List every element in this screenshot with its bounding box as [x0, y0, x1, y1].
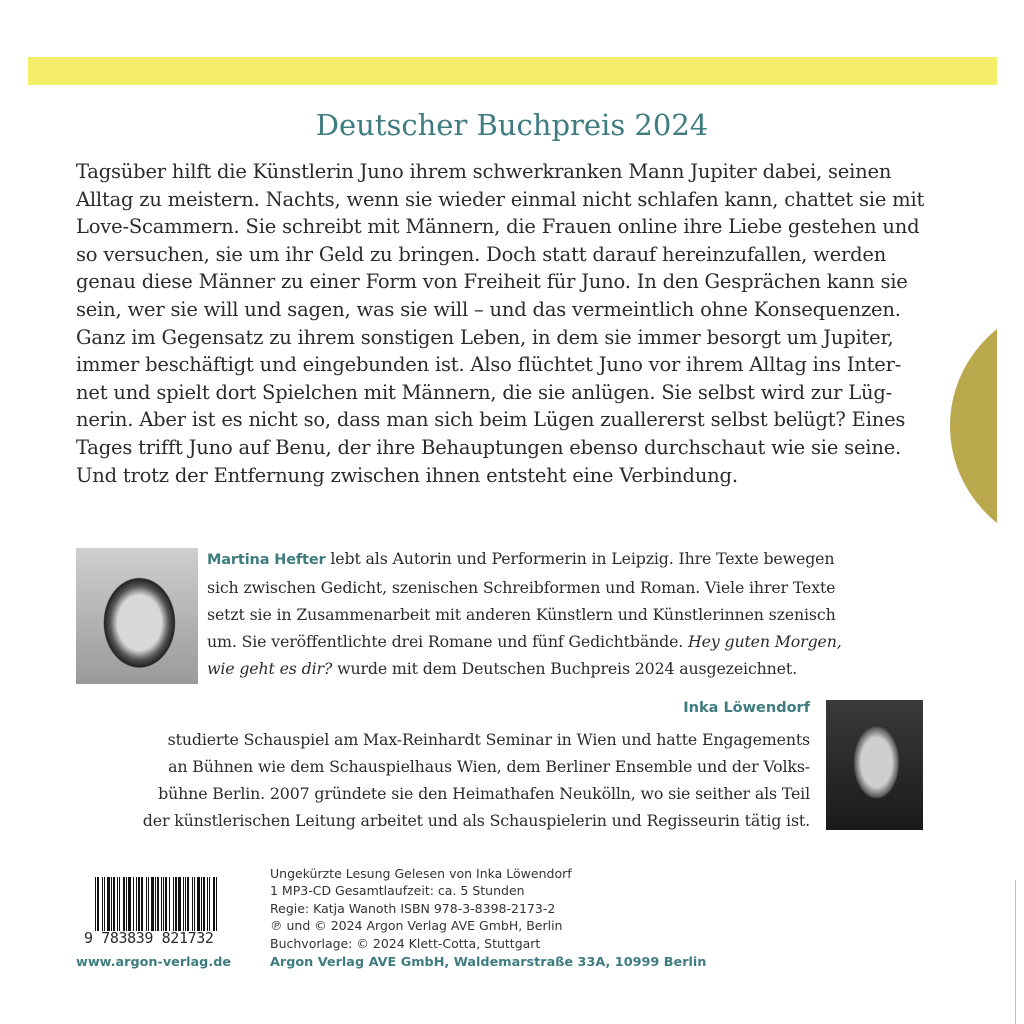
blurb-line: sein, wer sie will und sagen, was sie will – und das vermeintlich ohne Konsequenzen.: [76, 297, 901, 321]
barcode-bar: [138, 877, 140, 931]
barcode-bar: [111, 877, 112, 931]
barcode-digits: 9 783839 821732: [84, 929, 214, 947]
blurb-line: Love-Scammern. Sie schreibt mit Männern, die Frauen online ihre Liebe gestehen und: [76, 215, 920, 239]
narrator-photo: [826, 700, 923, 830]
barcode-bar: [194, 877, 195, 931]
barcode-bar: [192, 877, 193, 931]
bio-line: studierte Schauspiel am Max-Reinhardt Seminar in Wien und hatte Engagements: [167, 730, 810, 749]
blurb-line: Tages trifft Juno auf Benu, der ihre Behauptungen ebenso durchschaut wie sie seine.: [76, 435, 902, 459]
blurb-line: Und trotz der Entfernung zwischen ihnen entsteht eine Verbindung.: [76, 463, 738, 487]
barcode-bar: [141, 877, 143, 931]
blurb-line: genau diese Männer zu einer Form von Freiheit für Juno. In den Gesprächen kann sie: [76, 270, 908, 294]
yellow-banner: [28, 57, 997, 85]
blurb-line: Alltag zu meistern. Nachts, wenn sie wieder einmal nicht schlafen kann, chattet sie mit: [76, 187, 925, 211]
barcode-bar: [163, 877, 164, 931]
credit-line: Regie: Katja Wanoth ISBN 978-3-8398-2173-2: [270, 900, 556, 916]
bio-line: bühne Berlin. 2007 gründete sie den Heimathafen Neukölln, wo sie seither als Teil: [158, 784, 810, 803]
bio-text: lebt als Autorin und Performerin in Leipzig. Ihre Texte bewegen: [325, 549, 835, 568]
credit-line: 1 MP3-CD Gesamtlaufzeit: ca. 5 Stunden: [270, 883, 525, 899]
narrator-name: Inka Löwendorf: [683, 700, 810, 716]
blurb-line: Ganz im Gegensatz zu ihrem sonstigen Leben, in dem sie immer besorgt um Jupiter,: [76, 325, 894, 349]
barcode-bar: [155, 877, 156, 931]
blurb-line: so versuchen, sie um ihr Geld zu bringen. Doch statt darauf hereinzufallen, werden: [76, 242, 887, 266]
bio-line: sich zwischen Gedicht, szenischen Schreibformen und Roman. Viele ihrer Texte: [207, 578, 836, 597]
blurb-line: net und spielt dort Spielchen mit Männern, die sie anlügen. Sie selbst wird zur Lüg-: [76, 380, 893, 404]
author-bio: [207, 545, 842, 682]
barcode: [95, 877, 217, 931]
narrator-bio: [90, 726, 810, 834]
barcode-bar: [197, 877, 200, 931]
blurb-line: immer beschäftigt und eingebunden ist. Also flüchtet Juno vor ihrem Alltag ins Inter-: [76, 353, 902, 377]
barcode-bar: [157, 877, 159, 931]
barcode-bar: [119, 877, 120, 931]
bio-line: an Bühnen wie dem Schauspielhaus Wien, dem Berliner Ensemble und der Volks-: [168, 757, 810, 776]
barcode-bar: [151, 877, 154, 931]
barcode-bar: [201, 877, 202, 931]
barcode-bar: [126, 877, 127, 931]
barcode-bar: [183, 877, 184, 931]
barcode-bar: [146, 877, 147, 931]
barcode-bar: [107, 877, 110, 931]
barcode-bar: [203, 877, 205, 931]
barcode-bar: [187, 877, 189, 931]
barcode-bar: [136, 877, 137, 931]
barcode-bar: [133, 877, 134, 931]
barcode-bar: [128, 877, 131, 931]
book-title-italic: Hey guten Morgen,: [688, 632, 842, 651]
credit-line: Buchvorlage: © 2024 Klett-Cotta, Stuttgart: [270, 935, 541, 951]
blurb-line: nerin. Aber ist es nicht so, dass man sich beim Lügen zuallererst selbst belügt? Eines: [76, 408, 906, 432]
credit-line: ℗ und © 2024 Argon Verlag AVE GmbH, Berlin: [270, 918, 563, 934]
blurb-text: [76, 158, 966, 489]
bio-text: wurde mit dem Deutschen Buchpreis 2024 ausgezeichnet.: [332, 659, 797, 678]
book-title-italic: wie geht es dir?: [207, 659, 333, 678]
barcode-bar: [123, 877, 125, 931]
barcode-bar: [169, 877, 170, 931]
barcode-bar: [148, 877, 149, 931]
credit-line: Ungekürzte Lesung Gelesen von Inka Löwendorf: [270, 866, 572, 881]
barcode-bar: [173, 877, 174, 931]
author-name: Martina Hefter: [207, 552, 326, 568]
barcode-bar: [113, 877, 115, 931]
author-photo: [76, 548, 198, 684]
bio-line: setzt sie in Zusammenarbeit mit anderen Künstlern und Künstlerinnen szenisch: [207, 605, 836, 624]
barcode-bar: [161, 877, 162, 931]
barcode-bar: [165, 877, 167, 931]
bio-text: um. Sie veröffentlichte drei Romane und fünf Gedichtbände.: [207, 632, 689, 651]
credits: [270, 865, 572, 952]
barcode-bar: [175, 877, 177, 931]
barcode-bar: [102, 877, 103, 931]
page-title: Deutscher Buchpreis 2024: [315, 108, 709, 142]
bio-line: der künstlerischen Leitung arbeitet und als Schauspielerin und Regisseurin tätig ist.: [142, 811, 810, 830]
publisher-address: Argon Verlag AVE GmbH, Waldemarstraße 33A, 10999 Berlin: [270, 955, 707, 970]
edge-line: [1015, 880, 1016, 1024]
website-link[interactable]: www.argon-verlag.de: [76, 955, 232, 970]
blurb-line: Tagsüber hilft die Künstlerin Juno ihrem schwerkranken Mann Jupiter dabei, seinen: [76, 160, 892, 183]
barcode-bar: [95, 877, 96, 931]
barcode-bar: [117, 877, 118, 931]
barcode-bar: [97, 877, 99, 931]
barcode-bar: [213, 877, 215, 931]
barcode-bar: [178, 877, 181, 931]
barcode-bar: [104, 877, 105, 931]
barcode-bar: [209, 877, 210, 931]
barcode-bar: [207, 877, 208, 931]
barcode-bar: [185, 877, 186, 931]
barcode-bar: [216, 877, 217, 931]
